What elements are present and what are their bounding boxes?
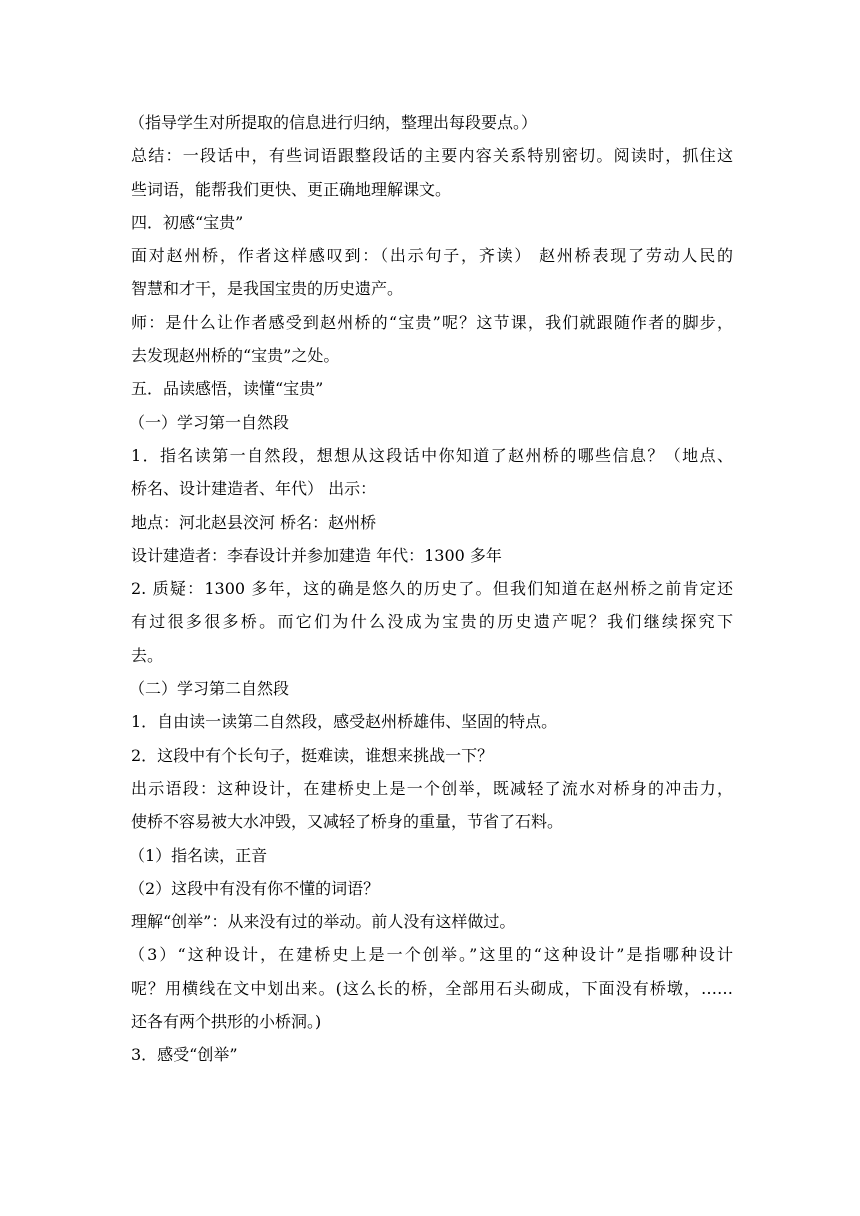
list-item: （2）这段中有没有你不懂的词语？ (129, 878, 380, 898)
instruction-line: （指导学生对所提取的信息进行归纳，整理出每段要点。） (129, 113, 538, 132)
paragraph-line: 2．这段中有个长句子，挺难读，谁想来挑战一下？ (131, 745, 494, 765)
paragraph-line: 去。 (131, 645, 164, 665)
paragraph-line: 呢？用横线在文中划出来。(这么长的桥，全部用石头砌成，下面没有桥墩，…… (131, 978, 733, 998)
paragraph-line: 1．自由读一读第二自然段，感受赵州桥雄伟、坚固的特点。 (131, 712, 558, 732)
list-item: （1）指名读，正音 (129, 845, 268, 865)
summary-line-2: 些词语，能帮我们更快、更正确地理解课文。 (131, 179, 452, 199)
list-item: （3）“这种设计，在建桥史上是一个创举。”这里的“这种设计”是指哪种设计 (129, 945, 733, 965)
paragraph-line: 面对赵州桥，作者这样感叹到：（出示句子，齐读） 赵州桥表现了劳动人民的 (131, 246, 733, 266)
paragraph-line: 还各有两个拱形的小桥洞。) (131, 1012, 322, 1032)
paragraph-line: 设计建造者：李春设计并参加建造 年代：1300 多年 (131, 545, 502, 565)
subsection-heading-2: （二）学习第二自然段 (129, 679, 290, 699)
document-body (131, 106, 733, 1072)
paragraph-line: 去发现赵州桥的“宝贵”之处。 (131, 346, 340, 366)
paragraph-line: 桥名、设计建造者、年代） 出示： (131, 479, 377, 499)
summary-line-1: 总结：一段话中，有些词语跟整段话的主要内容关系特别密切。阅读时，抓住这 (131, 146, 733, 166)
paragraph-line: 3．感受“创举” (131, 1045, 238, 1065)
paragraph-line: 出示语段：这种设计，在建桥史上是一个创举，既减轻了流水对桥身的冲击力， (131, 778, 733, 798)
paragraph-line: 使桥不容易被大水冲毁，又减轻了桥身的重量，节省了石料。 (131, 812, 564, 832)
paragraph-line: 有过很多很多桥。而它们为什么没成为宝贵的历史遗产呢？我们继续探究下 (131, 612, 733, 632)
paragraph-line: 理解“创举”：从来没有过的举动。前人没有这样做过。 (131, 912, 516, 932)
paragraph-line: 地点：河北赵县洨河 桥名：赵州桥 (131, 512, 377, 532)
section-heading-4: 四．初感“宝贵” (131, 212, 244, 232)
paragraph-line: 智慧和才干，是我国宝贵的历史遗产。 (131, 279, 404, 299)
section-heading-5: 五．品读感悟，读懂“宝贵” (131, 379, 324, 399)
paragraph-line: 2. 质疑：1300 多年，这的确是悠久的历史了。但我们知道在赵州桥之前肯定还 (131, 579, 733, 599)
paragraph-line: 师：是什么让作者感受到赵州桥的“宝贵”呢？这节课，我们就跟随作者的脚步， (131, 312, 733, 332)
paragraph-line: 1．指名读第一自然段，想想从这段话中你知道了赵州桥的哪些信息？（地点、 (131, 445, 733, 465)
subsection-heading-1: （一）学习第一自然段 (129, 412, 290, 432)
